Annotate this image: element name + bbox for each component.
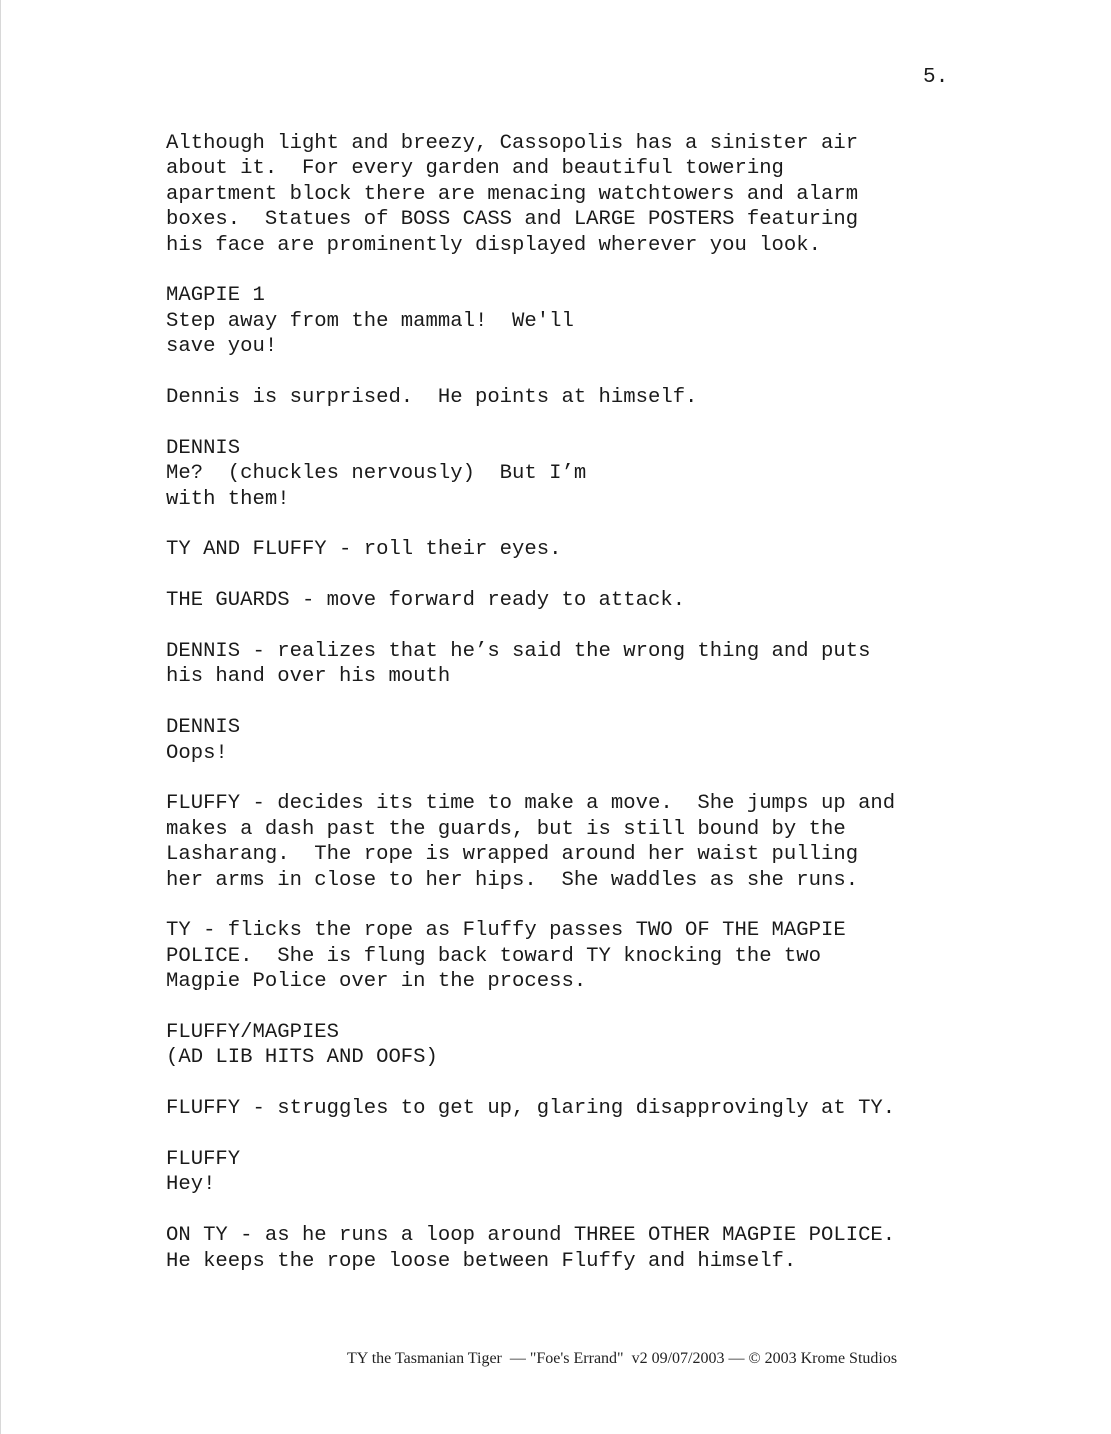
dialogue-block [166,436,966,512]
action-paragraph: FLUFFY - struggles to get up, glaring disapprovingly at TY. [166,1097,896,1121]
action-paragraph: Although light and breezy, Cassopolis has a sinister air about it. For every garden and beautiful towering apartment block there are menacing watchtowers and alarm boxes. Statues of BOSS CASS and LARGE POSTERS featuring his face are prominently displayed wherever you look. [166,132,859,257]
character-name: MAGPIE 1 [166,284,265,308]
dialogue-block [166,1020,966,1071]
dialogue-text: Hey! [166,1173,216,1197]
page-footer: TY the Tasmanian Tiger — "Foe's Errand" v2 09/07/2003 — © 2003 Krome Studios [347,1350,898,1367]
dialogue-block [166,715,966,766]
action-paragraph: ON TY - as he runs a loop around THREE OTHER MAGPIE POLICE. He keeps the rope loose between Fluffy and himself. [166,1224,896,1273]
action-paragraph: FLUFFY - decides its time to make a move. She jumps up and makes a dash past the guards, but is still bound by the Lasharang. The rope is wrapped around her waist pulling her arms in close to her hips. She waddles as she runs. [166,792,896,892]
parenthetical-text: (AD LIB HITS AND OOFS) [166,1046,438,1070]
character-name: FLUFFY/MAGPIES [166,1021,340,1045]
character-name: FLUFFY [166,1148,241,1172]
character-name: DENNIS [166,436,241,460]
dialogue-text: Step away from the mammal! We'll save you! [166,309,574,359]
dialogue-block [166,1147,966,1198]
dialogue-text: Oops! [166,741,228,765]
action-paragraph: TY AND FLUFFY - roll their eyes. [166,538,562,562]
action-paragraph: Dennis is surprised. He points at himself. [166,386,698,410]
dialogue-text: Me? (chuckles nervously) But I’m with them! [166,462,587,511]
dialogue-block [166,283,966,359]
page-number: 5. [923,66,949,89]
character-name: DENNIS [166,716,241,740]
action-paragraph: THE GUARDS - move forward ready to attack. [166,589,686,613]
action-paragraph: DENNIS - realizes that he’s said the wrong thing and puts his hand over his mouth [166,640,871,689]
action-paragraph: TY - flicks the rope as Fluffy passes TWO OF THE MAGPIE POLICE. She is flung back toward TY knocking the two Magpie Police over in the process. [166,919,846,994]
script-body [166,131,966,1299]
